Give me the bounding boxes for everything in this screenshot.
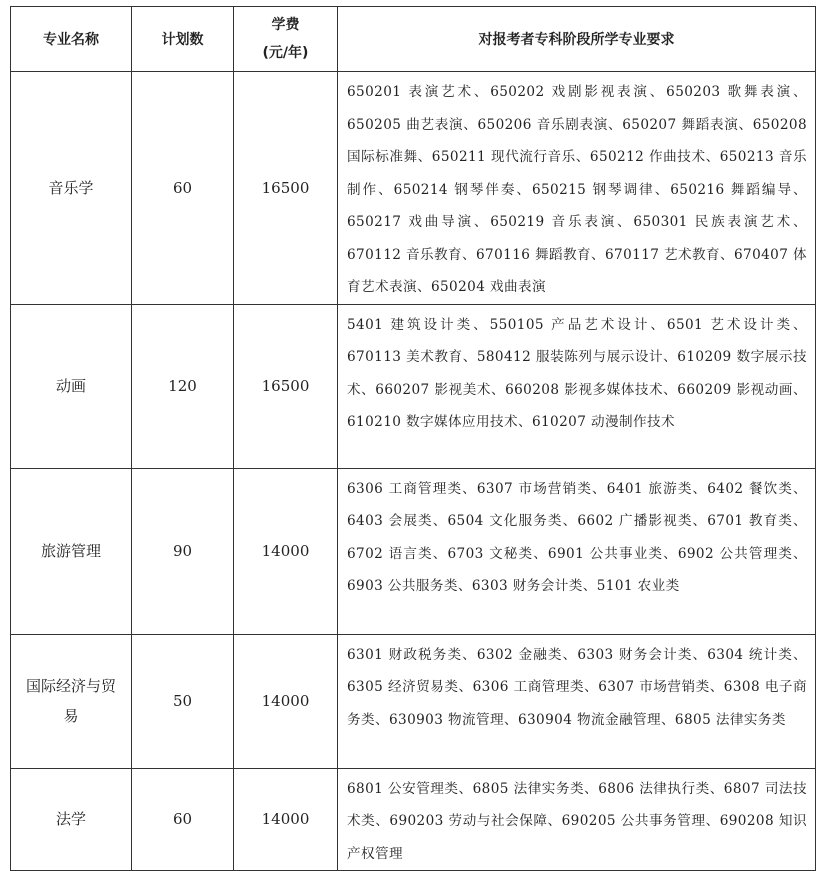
table-row — [11, 634, 816, 768]
table-row — [11, 304, 816, 468]
plan-count: 60 — [132, 768, 234, 871]
tuition-fee: 16500 — [234, 72, 338, 305]
requirement-text: 5401 建筑设计类、550105 产品艺术设计、6501 艺术设计类、670113 美术教育、580412 服装陈列与展示设计、610209 数字展示技术、660207 影视美术、660208 影视多媒体技术、660209 影视动画、610210 数字媒体应用技术、610207 动漫制作技术 — [338, 304, 816, 468]
table-row — [11, 768, 816, 871]
requirement-text: 6801 公安管理类、6805 法律实务类、6806 法律执行类、6807 司法技术类、690203 劳动与社会保障、690205 公共事务管理、690208 知识产权管理 — [338, 768, 816, 871]
header-fee-unit: (元/年) — [262, 45, 309, 61]
major-requirements-table — [10, 6, 816, 871]
tuition-fee: 14000 — [234, 634, 338, 768]
major-name: 法学 — [11, 768, 132, 871]
major-name: 音乐学 — [11, 72, 132, 305]
plan-count: 120 — [132, 304, 234, 468]
requirement-text: 6301 财政税务类、6302 金融类、6303 财务会计类、6304 统计类、6305 经济贸易类、6306 工商管理类、6307 市场营销类、6308 电子商务类、630903 物流管理、630904 物流金融管理、6805 法律实务类 — [338, 634, 816, 768]
tuition-fee: 14000 — [234, 468, 338, 634]
tuition-fee: 16500 — [234, 304, 338, 468]
requirement-text: 6306 工商管理类、6307 市场营销类、6401 旅游类、6402 餐饮类、6403 会展类、6504 文化服务类、6602 广播影视类、6701 教育类、6702 语言类、6703 文秘类、6901 公共事业类、6902 公共管理类、6903 公共服务类、6303 财务会计类、5101 农业类 — [338, 468, 816, 634]
header-fee — [234, 7, 338, 72]
requirement-text: 650201 表演艺术、650202 戏剧影视表演、650203 歌舞表演、650205 曲艺表演、650206 音乐剧表演、650207 舞蹈表演、650208 国际标准舞、650211 现代流行音乐、650212 作曲技术、650213 音乐制作、650214 钢琴伴奏、650215 钢琴调律、650216 舞蹈编导、650217 戏曲导演、650219 音乐表演、650301 民族表演艺术、670112 音乐教育、670116 舞蹈教育、670117 艺术教育、670407 体育艺术表演、650204 戏曲表演 — [338, 72, 816, 305]
header-major: 专业名称 — [11, 7, 132, 72]
table-row — [11, 72, 816, 305]
plan-count: 60 — [132, 72, 234, 305]
plan-count: 90 — [132, 468, 234, 634]
table-row — [11, 468, 816, 634]
header-fee-label: 学费 — [271, 17, 300, 33]
tuition-fee: 14000 — [234, 768, 338, 871]
header-row — [11, 7, 816, 72]
major-name: 动画 — [11, 304, 132, 468]
header-requirement: 对报考者专科阶段所学专业要求 — [338, 7, 816, 72]
plan-count: 50 — [132, 634, 234, 768]
major-name: 旅游管理 — [11, 468, 132, 634]
major-name: 国际经济与贸易 — [11, 634, 132, 768]
header-plan: 计划数 — [132, 7, 234, 72]
